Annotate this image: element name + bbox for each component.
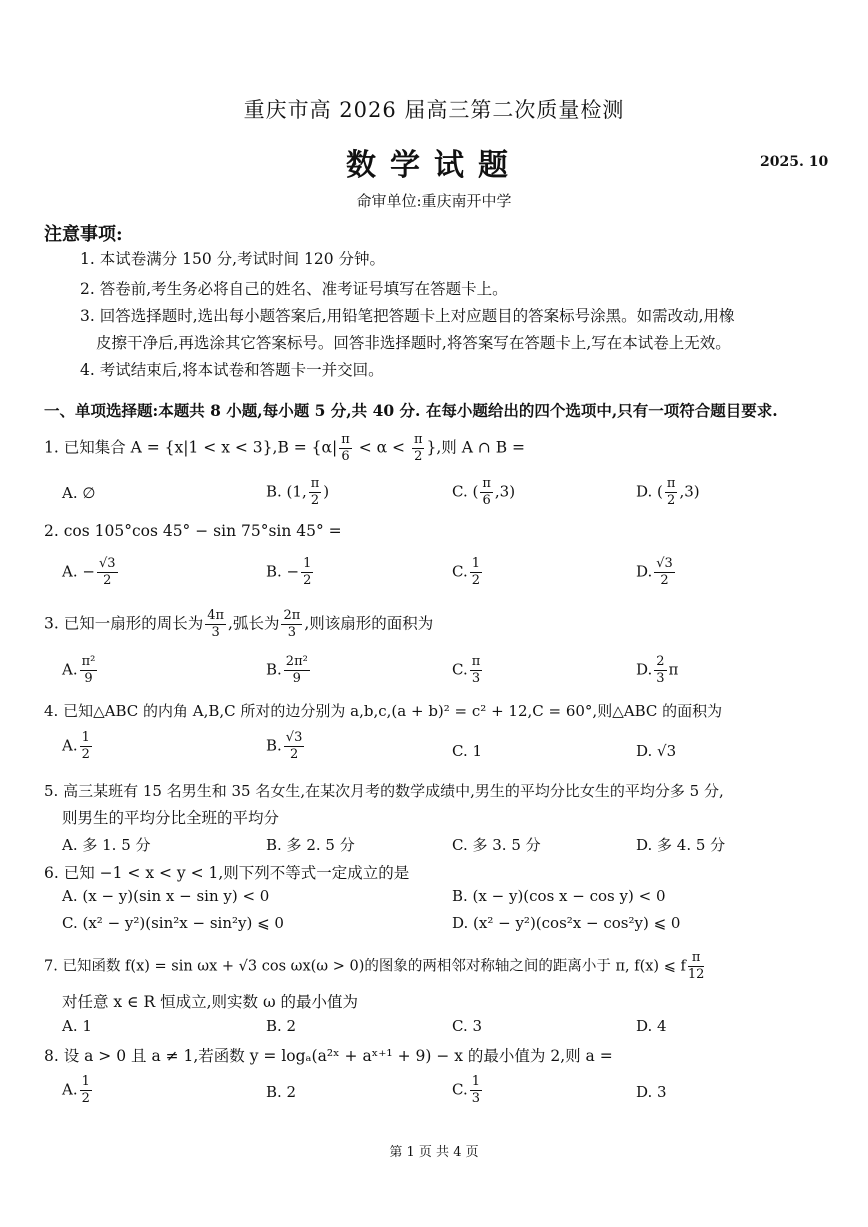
question-6-stem: 6. 已知 −1 < x < y < 1,则下列不等式一定成立的是 bbox=[44, 864, 410, 882]
notice-item-1: 1. 本试卷满分 150 分,考试时间 120 分钟。 bbox=[80, 250, 386, 268]
question-5-line-1: 5. 高三某班有 15 名男生和 35 名女生,在某次月考的数学成绩中,男生的平均分比女生的平均分多 5 分, bbox=[44, 782, 724, 800]
q6-option-d: D. (x² − y²)(cos²x − cos²y) ⩽ 0 bbox=[452, 914, 681, 932]
q5-option-a: A. 多 1. 5 分 bbox=[62, 836, 151, 854]
q2-option-b: B. − $\frac{1}{2}$ bbox=[266, 556, 312, 588]
q6-option-c: C. (x² − y²)(sin²x − sin²y) ⩽ 0 bbox=[62, 914, 284, 932]
q3-option-a: A. $\frac{\text{π²}}{9}$ bbox=[62, 654, 96, 686]
q4-option-a: A. $\frac{1}{2}$ bbox=[62, 730, 90, 762]
q3-option-d: D. $\frac{2}{3}$ π bbox=[636, 654, 679, 686]
q3-option-b: B. $\frac{\text{2π²}}{9}$ bbox=[266, 654, 308, 686]
notice-item-3-cont: 皮擦干净后,再选涂其它答案标号。回答非选择题时,将答案写在答题卡上,写在本试卷上无效。 bbox=[96, 334, 731, 352]
q7-option-c: C. 3 bbox=[452, 1017, 483, 1035]
subject-title: 数学试题 bbox=[346, 148, 522, 183]
q8-option-a: A. $\frac{1}{2}$ bbox=[62, 1074, 90, 1106]
question-1-stem: 1. 已知集合 A = {x|1 < x < 3},B = {α| $\frac{\pi}{6}$ < α < $\frac{\pi}{2}$ },则 A ∩ B = bbox=[44, 432, 526, 464]
notice-item-4: 4. 考试结束后,将本试卷和答题卡一并交回。 bbox=[80, 361, 384, 379]
q6-option-b: B. (x − y)(cos x − cos y) < 0 bbox=[452, 887, 666, 905]
exam-date: 2025. 10 bbox=[760, 154, 829, 170]
q2-option-a: A. − $\frac{√3}{2}$ bbox=[62, 556, 116, 588]
notice-item-2: 2. 答卷前,考生务必将自己的姓名、准考证号填写在答题卡上。 bbox=[80, 280, 508, 298]
q3-option-c: C. $\frac{\pi}{3}$ bbox=[452, 654, 481, 686]
q5-option-b: B. 多 2. 5 分 bbox=[266, 836, 355, 854]
section-heading: 一、单项选择题:本题共 8 小题,每小题 5 分,共 40 分. 在每小题给出的四个选项中,只有一项符合题目要求. bbox=[44, 401, 778, 420]
q4-option-d: D. √3 bbox=[636, 742, 677, 760]
notice-heading: 注意事项: bbox=[44, 224, 123, 245]
page-footer: 第 1 页 共 4 页 bbox=[389, 1145, 479, 1160]
exam-title-line: 重庆市高 2026 届高三第二次质量检测 bbox=[243, 98, 625, 122]
q8-option-b: B. 2 bbox=[266, 1083, 297, 1101]
q6-option-a: A. (x − y)(sin x − sin y) < 0 bbox=[62, 887, 270, 905]
q8-option-c: C. $\frac{1}{3}$ bbox=[452, 1074, 480, 1106]
q2-option-d: D. $\frac{√3}{2}$ bbox=[636, 556, 673, 588]
question-7-line-1: 7. 已知函数 f(x) = sin ωx + √3 cos ωx(ω > 0)的图象的两相邻对称轴之间的距离小于 π, f(x) ⩽ f $\frac{\pi}{12}$ bbox=[44, 950, 705, 982]
q7-option-a: A. 1 bbox=[62, 1017, 92, 1035]
q1-option-d: D. ( $\frac{\pi}{2}$ ,3) bbox=[636, 476, 700, 508]
question-8-stem: 8. 设 a > 0 且 a ≠ 1,若函数 y = logₐ(a²ˣ + aˣ⁺¹ + 9) − x 的最小值为 2,则 a = bbox=[44, 1047, 613, 1065]
q1-option-c: C. ( $\frac{\pi}{6}$ ,3) bbox=[452, 476, 516, 508]
q8-option-d: D. 3 bbox=[636, 1083, 667, 1101]
q7-option-d: D. 4 bbox=[636, 1017, 667, 1035]
notice-item-3: 3. 回答选择题时,选出每小题答案后,用铅笔把答题卡上对应题目的答案标号涂黑。如需改动,用橡 bbox=[80, 307, 735, 325]
question-4-stem: 4. 已知△ABC 的内角 A,B,C 所对的边分别为 a,b,c,(a + b)² = c² + 12,C = 60°,则△ABC 的面积为 bbox=[44, 702, 723, 720]
question-3-stem: 3. 已知一扇形的周长为 $\frac{4\pi}{3}$ ,弧长为 $\frac{2\pi}{3}$ ,则该扇形的面积为 bbox=[44, 608, 434, 640]
q4-option-b: B. $\frac{√3}{2}$ bbox=[266, 730, 303, 762]
fraction: $\frac{\pi}{6}$ bbox=[341, 432, 350, 464]
author-unit: 命审单位:重庆南开中学 bbox=[356, 192, 512, 210]
q1-option-b: B. (1, $\frac{\pi}{2}$ ) bbox=[266, 476, 330, 508]
q5-option-c: C. 多 3. 5 分 bbox=[452, 836, 541, 854]
question-2-stem: 2. cos 105°cos 45° − sin 75°sin 45° = bbox=[44, 522, 342, 540]
q1-option-a: A. ∅ bbox=[62, 484, 96, 502]
q4-option-c: C. 1 bbox=[452, 742, 483, 760]
q5-option-d: D. 多 4. 5 分 bbox=[636, 836, 726, 854]
question-5-line-2: 则男生的平均分比全班的平均分 bbox=[62, 809, 280, 827]
q2-option-c: C. $\frac{1}{2}$ bbox=[452, 556, 480, 588]
q7-option-b: B. 2 bbox=[266, 1017, 297, 1035]
question-7-line-2: 对任意 x ∈ R 恒成立,则实数 ω 的最小值为 bbox=[62, 993, 359, 1011]
fraction: $\frac{\pi}{2}$ bbox=[413, 432, 423, 464]
